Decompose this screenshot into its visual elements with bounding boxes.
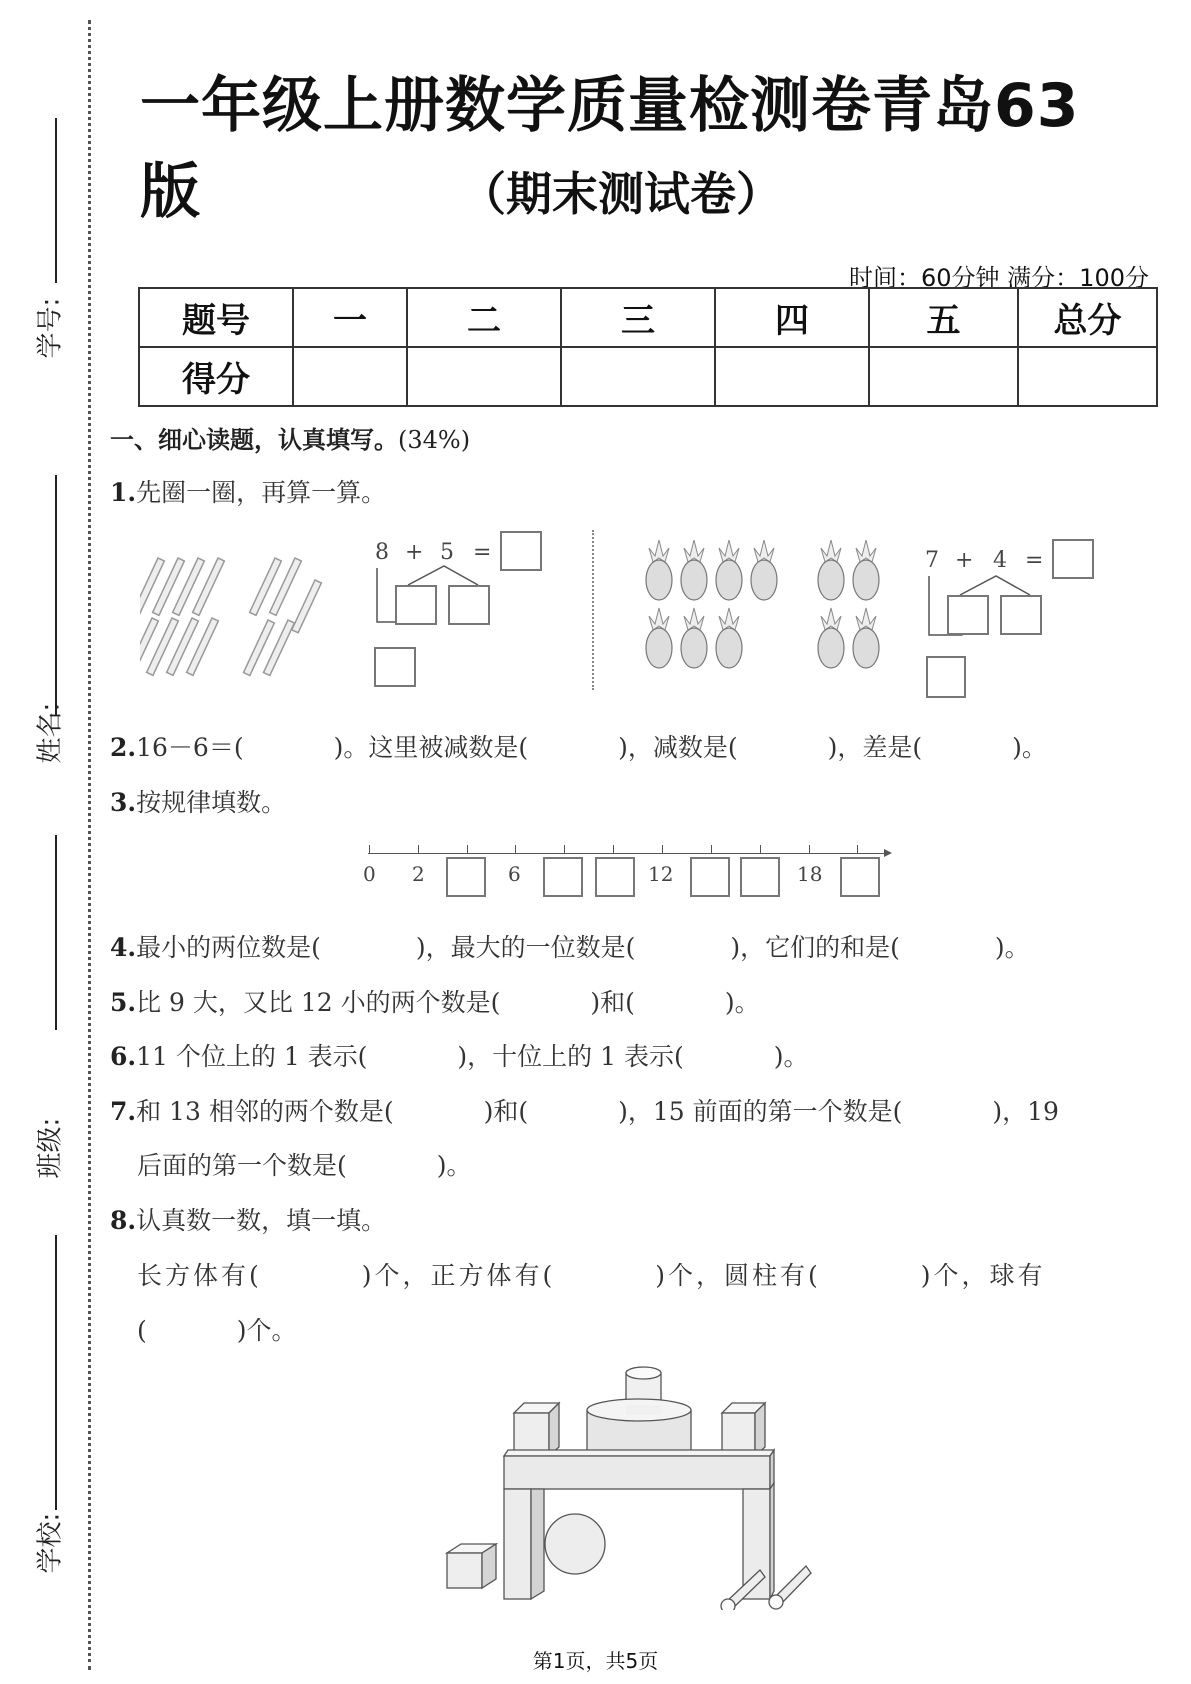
binding-margin bbox=[0, 0, 100, 1684]
exam-meta: 时间：60分钟 满分：100分 bbox=[849, 264, 1149, 292]
section-1-percent: (34%) bbox=[398, 426, 471, 454]
question-text: 认真数一数，填一填。 bbox=[136, 1206, 387, 1235]
nl-box-8[interactable] bbox=[543, 857, 583, 897]
split-box-right-2[interactable] bbox=[1000, 595, 1042, 635]
eq-right-b: 4 bbox=[993, 548, 1007, 573]
question-2 bbox=[110, 728, 1047, 764]
nl-label: 6 bbox=[508, 862, 521, 886]
q6-text-3: )。 bbox=[773, 1042, 809, 1071]
tick bbox=[515, 845, 516, 853]
school-label: 学校: bbox=[35, 1512, 66, 1574]
q7-text-2: )和( bbox=[483, 1097, 529, 1126]
q5-text-2: )和( bbox=[590, 988, 635, 1017]
eq-left-b: 5 bbox=[440, 540, 454, 565]
q4-text-1: 最小的两位数是( bbox=[136, 933, 321, 962]
question-7 bbox=[110, 1092, 1059, 1128]
cut-line bbox=[88, 20, 91, 1670]
question-number: 4. bbox=[110, 933, 137, 962]
tick bbox=[809, 845, 810, 853]
q2-text-3: )，减数是( bbox=[618, 733, 738, 762]
q5-text-1: 比 9 大，又比 12 小的两个数是( bbox=[136, 988, 501, 1017]
q7-text-4: )，19 bbox=[992, 1097, 1059, 1126]
result-box-left[interactable] bbox=[374, 647, 416, 687]
solids-illustration bbox=[440, 1355, 820, 1610]
score-table bbox=[138, 287, 1158, 407]
question-number: 6. bbox=[110, 1042, 137, 1071]
eq-left-plus: + bbox=[405, 540, 424, 565]
col-3: 三 bbox=[561, 288, 715, 347]
question-7-line-2 bbox=[137, 1146, 472, 1182]
col-label: 题号 bbox=[139, 288, 293, 347]
answer-box-8-plus-5[interactable] bbox=[500, 531, 542, 571]
q4-text-3: )，它们的和是( bbox=[730, 933, 900, 962]
eq-right-a: 7 bbox=[925, 548, 939, 573]
divider bbox=[592, 530, 594, 690]
page-title: 一年级上册数学质量检测卷青岛63版 bbox=[140, 71, 1080, 227]
q8-text-6: )个。 bbox=[236, 1316, 297, 1345]
tick bbox=[613, 845, 614, 853]
question-8-line-1 bbox=[137, 1256, 1046, 1292]
pencils-illustration bbox=[140, 548, 340, 678]
score-cell[interactable] bbox=[407, 347, 561, 406]
score-cell[interactable] bbox=[715, 347, 869, 406]
col-4: 四 bbox=[715, 288, 869, 347]
eq-right-plus: + bbox=[955, 548, 974, 573]
q2-text-2: )。这里被减数是( bbox=[333, 733, 529, 762]
nl-box-10[interactable] bbox=[595, 857, 635, 897]
class-line[interactable] bbox=[55, 835, 57, 1030]
q4-text-2: )，最大的一位数是( bbox=[415, 933, 636, 962]
split-box-left-1[interactable] bbox=[395, 585, 437, 625]
eq-left-a: 8 bbox=[375, 540, 389, 565]
nl-label: 12 bbox=[648, 862, 674, 886]
question-1 bbox=[110, 473, 386, 509]
tick bbox=[760, 845, 761, 853]
question-4 bbox=[110, 928, 1030, 964]
question-number: 2. bbox=[110, 733, 137, 762]
tick bbox=[418, 845, 419, 853]
q8-text-2: )个，正方体有( bbox=[361, 1261, 556, 1290]
result-box-right[interactable] bbox=[926, 656, 966, 698]
q6-text-2: )，十位上的 1 表示( bbox=[457, 1042, 684, 1071]
tick bbox=[467, 845, 468, 853]
nl-label: 18 bbox=[797, 862, 823, 886]
q7-text-3: )，15 前面的第一个数是( bbox=[618, 1097, 903, 1126]
q8-text-1: 长方体有( bbox=[137, 1261, 262, 1290]
q4-text-4: )。 bbox=[994, 933, 1030, 962]
eq-right-equals: = bbox=[1025, 548, 1044, 573]
split-box-left-2[interactable] bbox=[448, 585, 490, 625]
score-table-header-row bbox=[139, 288, 1157, 347]
nl-box-16[interactable] bbox=[740, 857, 780, 897]
score-cell[interactable] bbox=[561, 347, 715, 406]
score-cell-total[interactable] bbox=[1018, 347, 1157, 406]
q2-text-1: 16－6＝( bbox=[136, 733, 244, 762]
q8-text-3: )个，圆柱有( bbox=[655, 1261, 821, 1290]
name-label: 姓名: bbox=[35, 702, 66, 764]
score-row-label: 得分 bbox=[139, 347, 293, 406]
question-text: 按规律填数。 bbox=[136, 788, 287, 817]
pineapples-illustration bbox=[645, 540, 905, 680]
question-number: 7. bbox=[110, 1097, 137, 1126]
question-8-line-2 bbox=[137, 1311, 297, 1347]
name-line[interactable] bbox=[55, 475, 57, 715]
section-1-title: 一、细心读题，认真填写。 bbox=[110, 426, 398, 454]
score-table-score-row bbox=[139, 347, 1157, 406]
question-number: 3. bbox=[110, 788, 137, 817]
tick bbox=[564, 845, 565, 853]
q8-text-5: ( bbox=[137, 1316, 147, 1345]
number-line-axis bbox=[368, 853, 888, 854]
q7-text-6: )。 bbox=[436, 1151, 472, 1180]
nl-box-14[interactable] bbox=[690, 857, 730, 897]
question-8 bbox=[110, 1201, 386, 1237]
student-id-line[interactable] bbox=[55, 118, 57, 283]
student-id-label: 学号: bbox=[35, 297, 66, 359]
q8-text-4: )个，球有 bbox=[920, 1261, 1046, 1290]
page-footer: 第1页，共5页 bbox=[532, 1649, 659, 1673]
q5-text-3: )。 bbox=[724, 988, 760, 1017]
tick bbox=[711, 845, 712, 853]
section-1-heading bbox=[110, 420, 470, 455]
tick bbox=[369, 845, 370, 853]
class-label: 班级: bbox=[35, 1117, 66, 1179]
col-2: 二 bbox=[407, 288, 561, 347]
question-3 bbox=[110, 783, 286, 819]
nl-label: 0 bbox=[363, 862, 376, 886]
tick bbox=[662, 845, 663, 853]
q7-text-5: 后面的第一个数是( bbox=[137, 1151, 347, 1180]
question-text: 先圈一圈，再算一算。 bbox=[136, 478, 387, 507]
score-cell[interactable] bbox=[293, 347, 407, 406]
question-5 bbox=[110, 983, 760, 1019]
question-number: 8. bbox=[110, 1206, 137, 1235]
q2-text-4: )，差是( bbox=[827, 733, 923, 762]
q6-text-1: 11 个位上的 1 表示( bbox=[136, 1042, 368, 1071]
arrow-right-icon bbox=[884, 849, 892, 857]
split-box-right-1[interactable] bbox=[947, 595, 989, 635]
col-total: 总分 bbox=[1018, 288, 1157, 347]
question-number: 5. bbox=[110, 988, 137, 1017]
nl-box-20[interactable] bbox=[840, 857, 880, 897]
eq-left-equals: = bbox=[473, 540, 492, 565]
answer-box-7-plus-4[interactable] bbox=[1052, 539, 1094, 579]
score-cell[interactable] bbox=[869, 347, 1018, 406]
col-1: 一 bbox=[293, 288, 407, 347]
question-6 bbox=[110, 1037, 809, 1073]
question-number: 1. bbox=[110, 478, 137, 507]
nl-box-4[interactable] bbox=[446, 857, 486, 897]
col-5: 五 bbox=[869, 288, 1018, 347]
school-line[interactable] bbox=[55, 1235, 57, 1510]
q7-text-1: 和 13 相邻的两个数是( bbox=[136, 1097, 394, 1126]
nl-label: 2 bbox=[412, 862, 425, 886]
tick bbox=[857, 845, 858, 853]
page-subtitle: （期末测试卷） bbox=[460, 167, 782, 221]
q2-text-5: )。 bbox=[1012, 733, 1047, 762]
